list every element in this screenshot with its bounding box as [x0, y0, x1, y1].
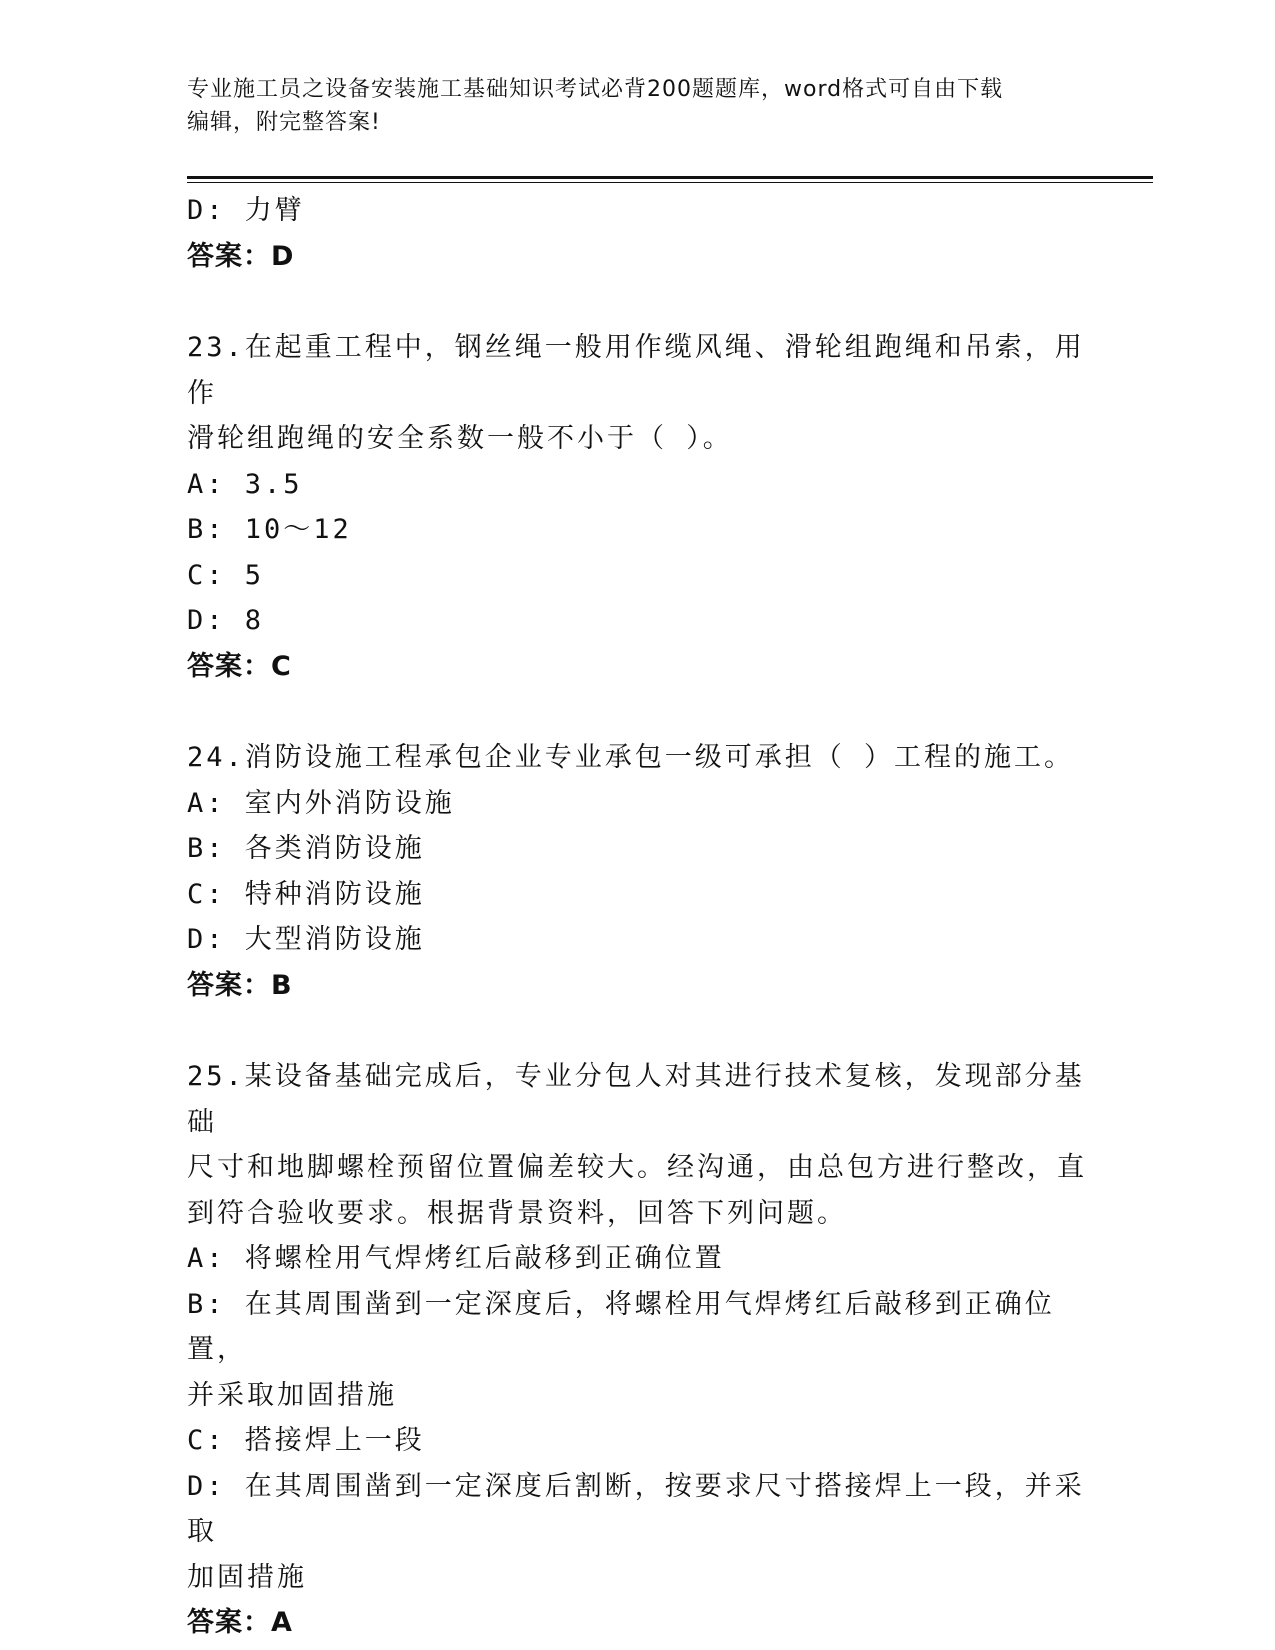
header-rule-thick — [187, 176, 1153, 179]
answer: 答案：A — [187, 1607, 293, 1638]
question-stem-line: 滑轮组跑绳的安全系数一般不小于（ ）。 — [187, 423, 733, 454]
option-b: B: 各类消防设施 — [187, 833, 425, 864]
option-d: D: 在其周围凿到一定深度后割断，按要求尺寸搭接焊上一段，并采取 — [187, 1470, 1085, 1547]
option-a: A: 3.5 — [187, 468, 303, 500]
document-body — [187, 188, 1087, 1646]
prev-answer: 答案：D — [187, 240, 295, 272]
option-c: C: 搭接焊上一段 — [187, 1425, 425, 1456]
document-header — [187, 73, 1087, 139]
header-line-1: 专业施工员之设备安装施工基础知识考试必背200题题库，word格式可自由下载 — [187, 77, 1004, 102]
option-b: B: 10～12 — [187, 514, 352, 545]
header-rule-thin — [187, 182, 1153, 183]
option-c: C: 特种消防设施 — [187, 878, 425, 910]
option-d-continued: 加固措施 — [187, 1561, 307, 1593]
question-stem-line: 24.消防设施工程承包企业专业承包一级可承担（ ）工程的施工。 — [187, 742, 1075, 773]
option-d: D: 大型消防设施 — [187, 924, 425, 955]
question-stem-line: 25.某设备基础完成后，专业分包人对其进行技术复核，发现部分基础 — [187, 1061, 1085, 1138]
option-c: C: 5 — [187, 559, 265, 591]
answer: 答案：B — [187, 969, 293, 1001]
option-a: A: 室内外消防设施 — [187, 787, 455, 819]
option-a: A: 将螺栓用气焊烤红后敲移到正确位置 — [187, 1243, 725, 1274]
header-line-2: 编辑，附完整答案! — [187, 110, 381, 135]
answer: 答案：C — [187, 650, 292, 682]
question-stem-line: 23.在起重工程中，钢丝绳一般用作缆风绳、滑轮组跑绳和吊索，用作 — [187, 332, 1085, 409]
question-stem-line: 尺寸和地脚螺栓预留位置偏差较大。经沟通，由总包方进行整改，直 — [187, 1152, 1087, 1183]
question-25 — [187, 1054, 1087, 1646]
option-b-continued: 并采取加固措施 — [187, 1379, 397, 1411]
option-d: D: 8 — [187, 605, 265, 636]
prev-option-d: D: 力臂 — [187, 195, 305, 226]
question-24 — [187, 735, 1087, 1008]
option-b: B: 在其周围凿到一定深度后，将螺栓用气焊烤红后敲移到正确位置， — [187, 1288, 1055, 1365]
question-stem-line: 到符合验收要求。根据背景资料，回答下列问题。 — [187, 1197, 847, 1229]
question-23 — [187, 325, 1087, 689]
